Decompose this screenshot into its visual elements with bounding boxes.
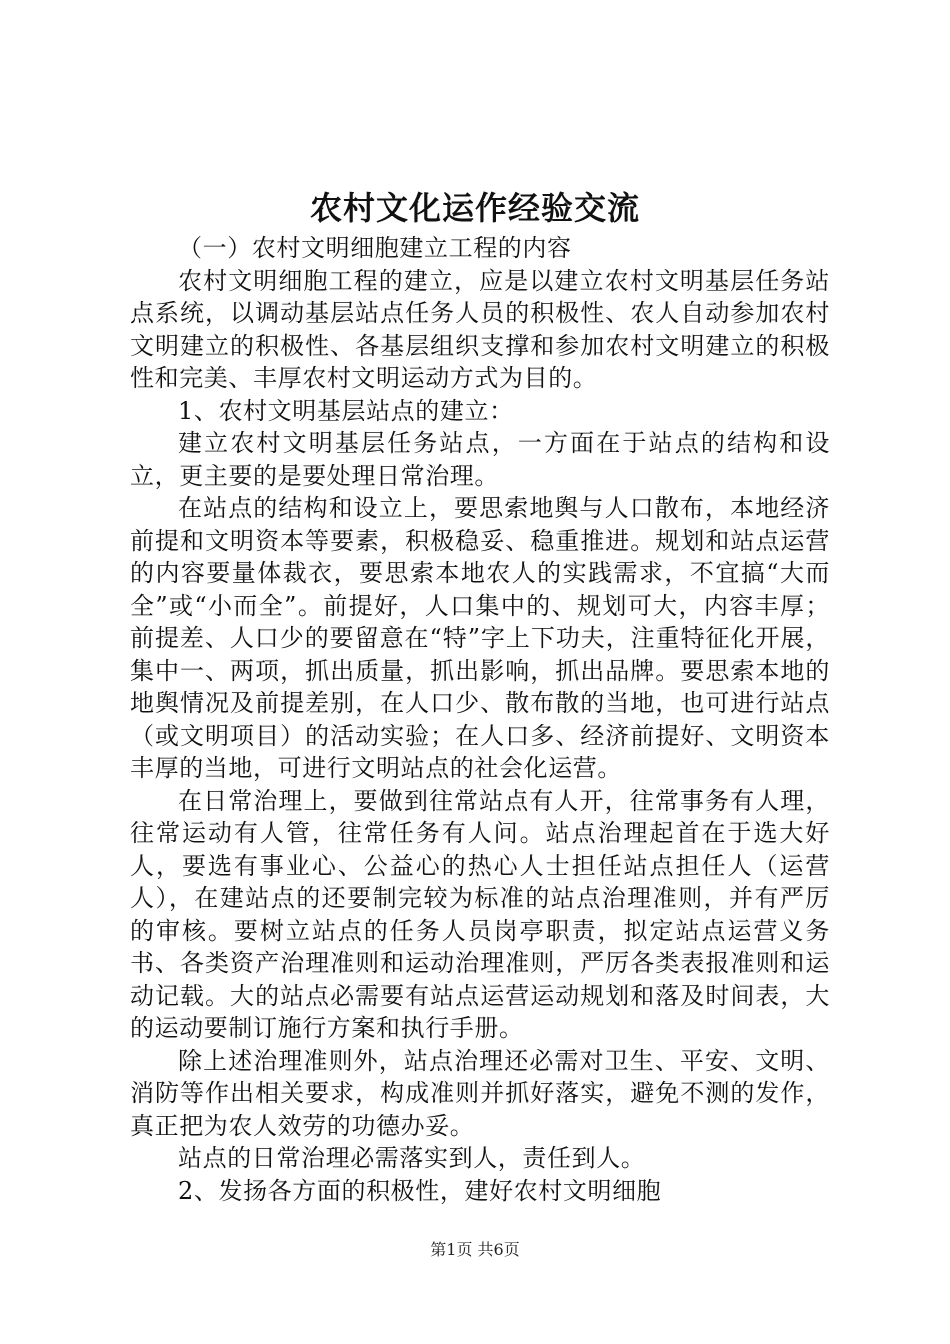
paragraph: 除上述治理准则外，站点治理还必需对卫生、平安、文明、消防等作出相关要求，构成准则并抓好落实，避免不测的发作，真正把为农人效劳的功德办妥。 — [130, 1046, 830, 1140]
page-number-footer: 第1页 共6页 — [430, 1240, 520, 1259]
document-body — [130, 232, 830, 1207]
paragraph: 建立农村文明基层任务站点，一方面在于站点的结构和设立，更主要的是要处理日常治理。 — [130, 429, 830, 490]
paragraph: 在日常治理上，要做到往常站点有人开，往常事务有人理，往常运动有人管，往常任务有人问。站点治理起首在于选大好人，要选有事业心、公益心的热心人士担任站点担任人（运营人），在建站点的还要制完较为标准的站点治理准则，并有严厉的审核。要树立站点的任务人员岗亭职责，拟定站点运营义务书、各类资产治理准则和运动治理准则，严厉各类表报准则和运动记载。大的站点必需要有站点运营运动规划和落及时间表，大的运动要制订施行方案和执行手册。 — [130, 786, 830, 1042]
subsection-heading: 1、农村文明基层站点的建立： — [178, 396, 514, 425]
paragraph: 站点的日常治理必需落实到人，责任到人。 — [178, 1144, 646, 1172]
section-heading: （一）农村文明细胞建立工程的内容 — [178, 234, 572, 262]
paragraph: 农村文明细胞工程的建立，应是以建立农村文明基层任务站点系统，以调动基层站点任务人员的积极性、农人自动参加农村文明建立的积极性、各基层组织支撑和参加农村文明建立的积极性和完美、丰厚农村文明运动方式为目的。 — [130, 266, 830, 392]
document-title: 农村文化运作经验交流 — [309, 189, 640, 227]
subsection-heading: 2、发扬各方面的积极性，建好农村文明细胞 — [178, 1176, 662, 1205]
paragraph: 在站点的结构和设立上，要思索地舆与人口散布，本地经济前提和文明资本等要素，积极稳妥、稳重推进。规划和站点运营的内容要量体裁衣，要思索本地农人的实践需求，不宜搞“大而全”或“小而全”。前提好，人口集中的、规划可大，内容丰厚；前提差、人口少的要留意在“特”字上下功夫，注重特征化开展，集中一、两项，抓出质量，抓出影响，抓出品牌。要思索本地的地舆情况及前提差别，在人口少、散布散的当地，也可进行站点（或文明项目）的活动实验；在人口多、经济前提好、文明资本丰厚的当地，可进行文明站点的社会化运营。 — [130, 494, 830, 782]
